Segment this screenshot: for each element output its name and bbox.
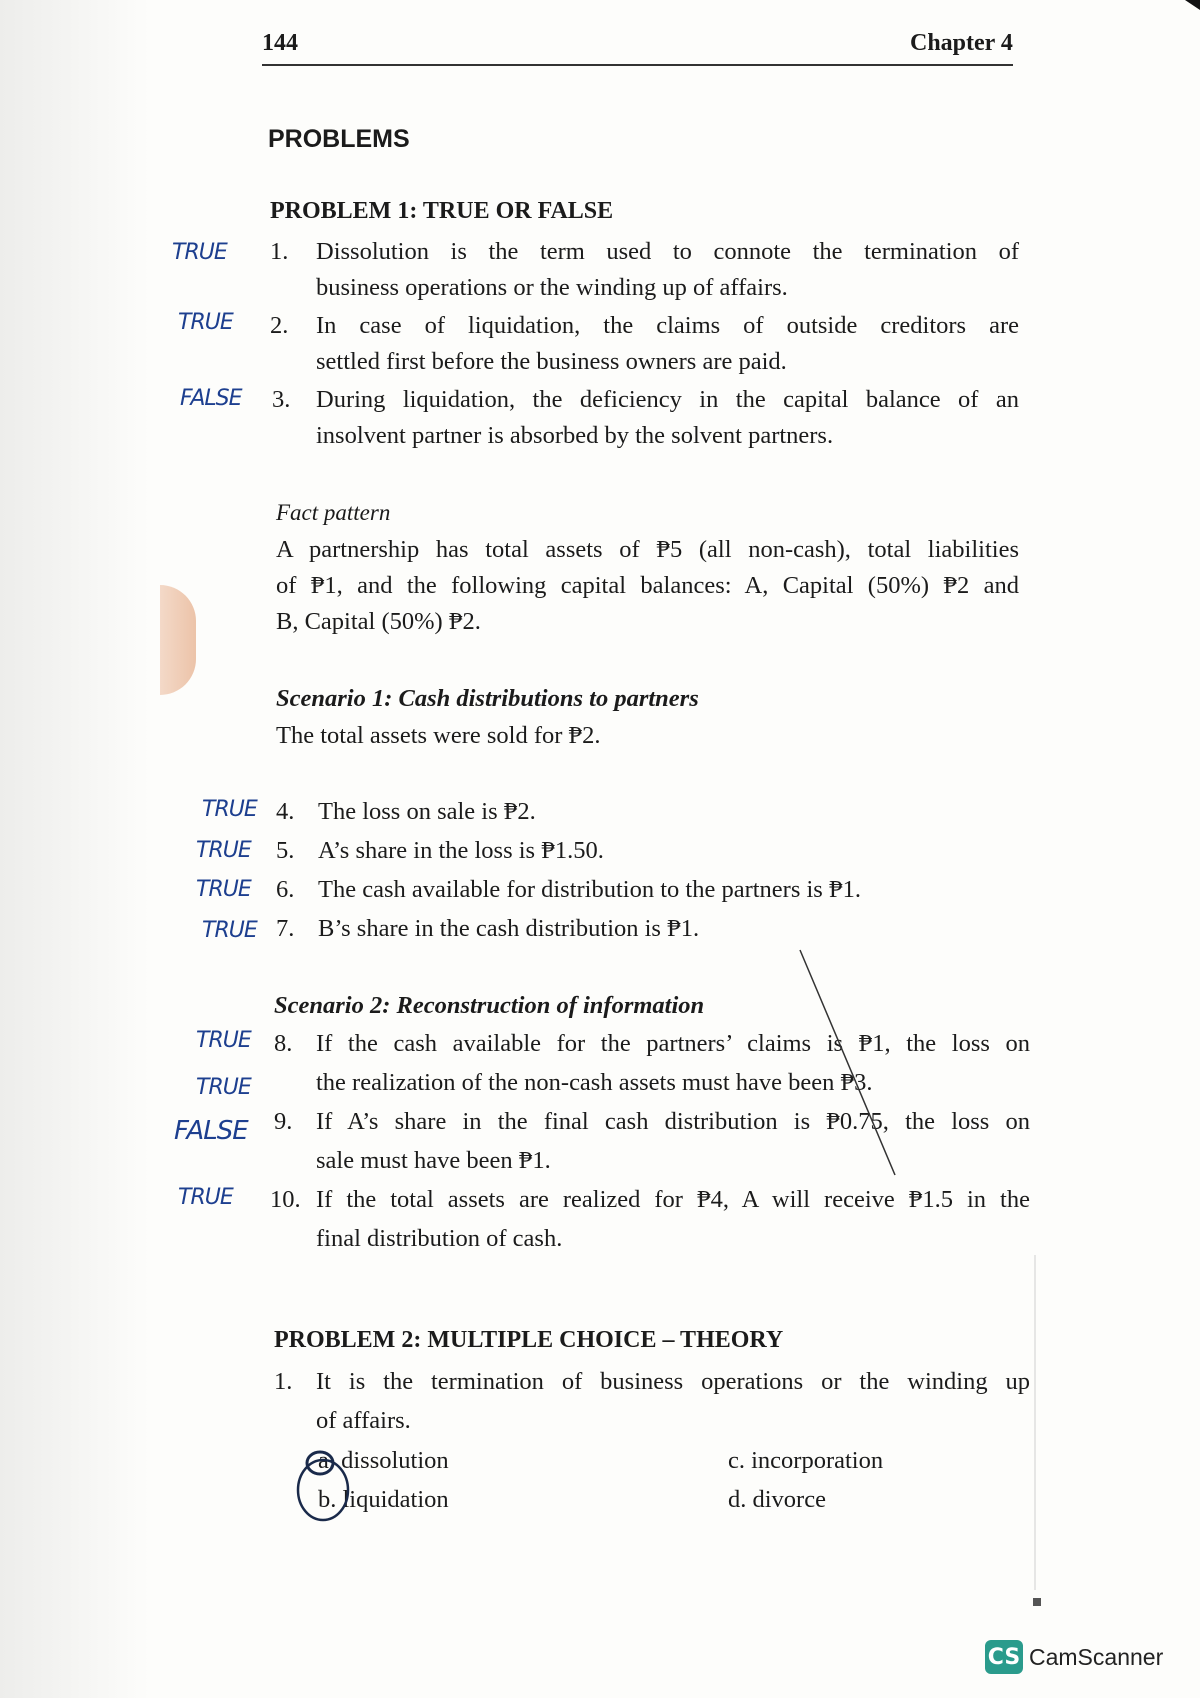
handwritten-answer: TRUE [196, 838, 251, 863]
item-text: The loss on sale is ₱2. [318, 798, 536, 825]
choice-c: c. incorporation [728, 1447, 884, 1474]
item-text: During liquidation, the deficiency in the capital balance of an [316, 386, 1019, 413]
fact-pattern-line: A partnership has total assets of ₱5 (all non-cash), total liabilities [276, 536, 1019, 563]
handwritten-answer: TRUE [202, 797, 257, 822]
scenario1-text: The total assets were sold for ₱2. [276, 722, 601, 749]
fact-pattern-line: of ₱1, and the following capital balances: A, Capital (50%) ₱2 and [276, 572, 1019, 599]
item-number: 7. [276, 915, 295, 942]
pen-stroke [800, 950, 895, 1175]
item-text: business operations or the winding up of affairs. [316, 274, 788, 301]
item-text: settled first before the business owners are paid. [316, 348, 787, 375]
item-text: insolvent partner is absorbed by the solvent partners. [316, 422, 834, 449]
item-text: sale must have been ₱1. [316, 1147, 551, 1174]
question-text: It is the termination of business operations or the winding up [316, 1368, 1030, 1395]
handwritten-answer: TRUE [202, 918, 257, 943]
problem1-title: PROBLEM 1: TRUE OR FALSE [270, 198, 614, 224]
item-number: 6. [276, 876, 295, 903]
camscanner-logo-icon: CS [985, 1640, 1023, 1674]
item-text: If the cash available for the partners’ claims is ₱1, the loss on [316, 1030, 1030, 1057]
handwritten-answer: FALSE [174, 1116, 248, 1146]
item-number: 2. [270, 312, 289, 339]
item-number: 3. [272, 386, 291, 413]
handwritten-answer: TRUE [172, 240, 227, 265]
item-text: Dissolution is the term used to connote the termination of [316, 238, 1019, 265]
scan-mark [1033, 1598, 1041, 1606]
item-number: 8. [274, 1030, 293, 1057]
page-number: 144 [262, 30, 298, 56]
scenario2-title: Scenario 2: Reconstruction of information [274, 992, 705, 1019]
pen-circle [298, 1460, 348, 1520]
problem2-title: PROBLEM 2: MULTIPLE CHOICE – THEORY [274, 1327, 784, 1353]
item-text: B’s share in the cash distribution is ₱1. [318, 915, 700, 942]
item-number: 5. [276, 837, 295, 864]
camscanner-watermark [985, 1640, 1163, 1674]
handwritten-answer: TRUE [196, 1028, 251, 1053]
handwritten-answer: TRUE [196, 1075, 251, 1100]
chapter-label: Chapter 4 [910, 30, 1013, 56]
handwritten-answer: FALSE [180, 386, 242, 411]
fact-pattern-line: B, Capital (50%) ₱2. [276, 608, 481, 635]
item-number: 4. [276, 798, 295, 825]
question-number: 1. [274, 1368, 293, 1395]
handwritten-answer: TRUE [178, 310, 233, 335]
item-text: If the total assets are realized for ₱4, A will receive ₱1.5 in the [316, 1186, 1030, 1213]
choice-a: a. dissolution [318, 1447, 449, 1474]
item-number: 1. [270, 238, 289, 265]
fact-pattern-label: Fact pattern [276, 500, 391, 525]
item-text: final distribution of cash. [316, 1225, 563, 1252]
item-text: The cash available for distribution to the partners is ₱1. [318, 876, 861, 903]
item-text: If A’s share in the final cash distribution is ₱0.75, the loss on [316, 1108, 1030, 1135]
item-text: In case of liquidation, the claims of outside creditors are [316, 312, 1019, 339]
question-text: of affairs. [316, 1407, 411, 1434]
item-text: the realization of the non-cash assets must have been ₱3. [316, 1069, 873, 1096]
item-text: A’s share in the loss is ₱1.50. [318, 837, 604, 864]
item-number: 9. [274, 1108, 293, 1135]
choice-b: b. liquidation [318, 1486, 449, 1513]
camscanner-text: CamScanner [1029, 1643, 1164, 1670]
handwritten-answer: TRUE [196, 877, 251, 902]
section-title: PROBLEMS [268, 125, 410, 153]
choice-d: d. divorce [728, 1486, 826, 1513]
item-number: 10. [270, 1186, 301, 1213]
scenario1-title: Scenario 1: Cash distributions to partners [276, 685, 699, 712]
handwritten-answer: TRUE [178, 1185, 233, 1210]
